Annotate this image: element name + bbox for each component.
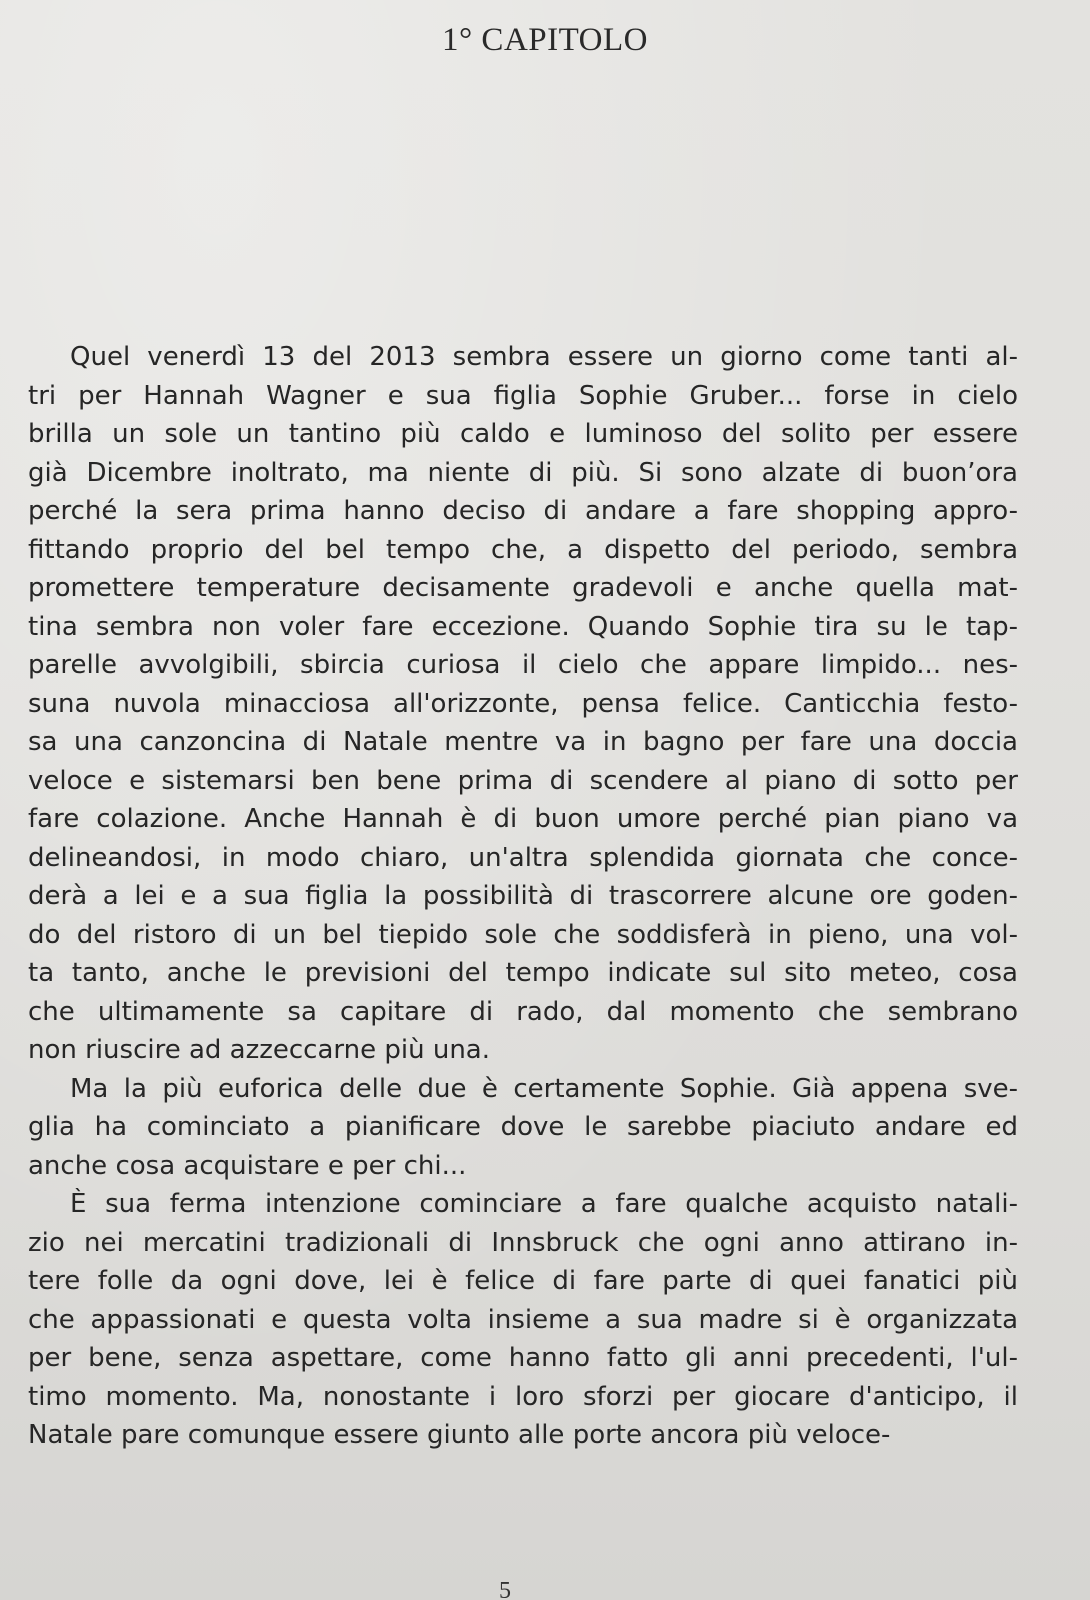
text-line: che ultimamente sa capitare di rado, dal momento che sembrano bbox=[28, 996, 1018, 1027]
text-line: Quel venerdì 13 del 2013 sembra essere un giorno come tanti al- bbox=[70, 342, 1018, 372]
text-line: già Dicembre inoltrato, ma niente di più. Si sono alzate di buon’ora bbox=[28, 457, 1018, 488]
paragraph-1 bbox=[28, 338, 1018, 1070]
text-line: delineandosi, in modo chiaro, un'altra splendida giornata che conce- bbox=[28, 842, 1018, 873]
page-number: 5 bbox=[499, 1578, 511, 1600]
text-line: che appassionati e questa volta insieme a sua madre si è organizzata bbox=[28, 1304, 1018, 1335]
text-line: veloce e sistemarsi ben bene prima di scendere al piano di sotto per bbox=[28, 765, 1018, 796]
text-line: timo momento. Ma, nonostante i loro sforzi per giocare d'anticipo, il bbox=[28, 1381, 1018, 1412]
text-line: do del ristoro di un bel tiepido sole che soddisferà in pieno, una vol- bbox=[28, 919, 1018, 950]
text-line: perché la sera prima hanno deciso di andare a fare shopping appro- bbox=[28, 496, 1018, 526]
text-line: anche cosa acquistare e per chi... bbox=[28, 1150, 467, 1181]
text-line: per bene, senza aspettare, come hanno fatto gli anni precedenti, l'ul- bbox=[28, 1343, 1018, 1373]
text-line: glia ha cominciato a pianificare dove le sarebbe piaciuto andare ed bbox=[28, 1112, 1018, 1142]
text-line: non riuscire ad azzeccarne più una. bbox=[28, 1035, 491, 1065]
text-line: parelle avvolgibili, sbircia curiosa il cielo che appare limpido... nes- bbox=[28, 650, 1018, 680]
text-line: tere folle da ogni dove, lei è felice di fare parte di quei fanatici più bbox=[28, 1266, 1018, 1296]
text-line: tri per Hannah Wagner e sua figlia Sophie Gruber... forse in cielo bbox=[28, 380, 1018, 411]
text-line: zio nei mercatini tradizionali di Innsbruck che ogni anno attirano in- bbox=[28, 1227, 1018, 1258]
text-line: fittando proprio del bel tempo che, a dispetto del periodo, sembra bbox=[28, 534, 1018, 565]
paragraph-3 bbox=[28, 1185, 1018, 1455]
text-line: promettere temperature decisamente gradevoli e anche quella mat- bbox=[28, 573, 1018, 603]
text-line: sa una canzoncina di Natale mentre va in bagno per fare una doccia bbox=[28, 727, 1018, 757]
text-line: È sua ferma intenzione cominciare a fare qualche acquisto natali- bbox=[70, 1189, 1018, 1219]
paragraph-2 bbox=[28, 1070, 1018, 1186]
text-line: derà a lei e a sua figlia la possibilità di trascorrere alcune ore goden- bbox=[28, 881, 1018, 911]
text-line: ta tanto, anche le previsioni del tempo indicate sul sito meteo, cosa bbox=[28, 958, 1018, 988]
text-line: brilla un sole un tantino più caldo e luminoso del solito per essere bbox=[28, 419, 1018, 449]
text-line: Natale pare comunque essere giunto alle porte ancora più veloce- bbox=[28, 1420, 891, 1450]
chapter-body bbox=[28, 338, 1018, 1455]
chapter-title: 1° CAPITOLO bbox=[441, 22, 648, 58]
text-line: Ma la più euforica delle due è certamente Sophie. Già appena sve- bbox=[70, 1073, 1018, 1104]
text-line: fare colazione. Anche Hannah è di buon umore perché pian piano va bbox=[28, 804, 1018, 834]
text-line: suna nuvola minacciosa all'orizzonte, pensa felice. Canticchia festo- bbox=[28, 688, 1018, 719]
text-line: tina sembra non voler fare eccezione. Quando Sophie tira su le tap- bbox=[28, 611, 1018, 642]
